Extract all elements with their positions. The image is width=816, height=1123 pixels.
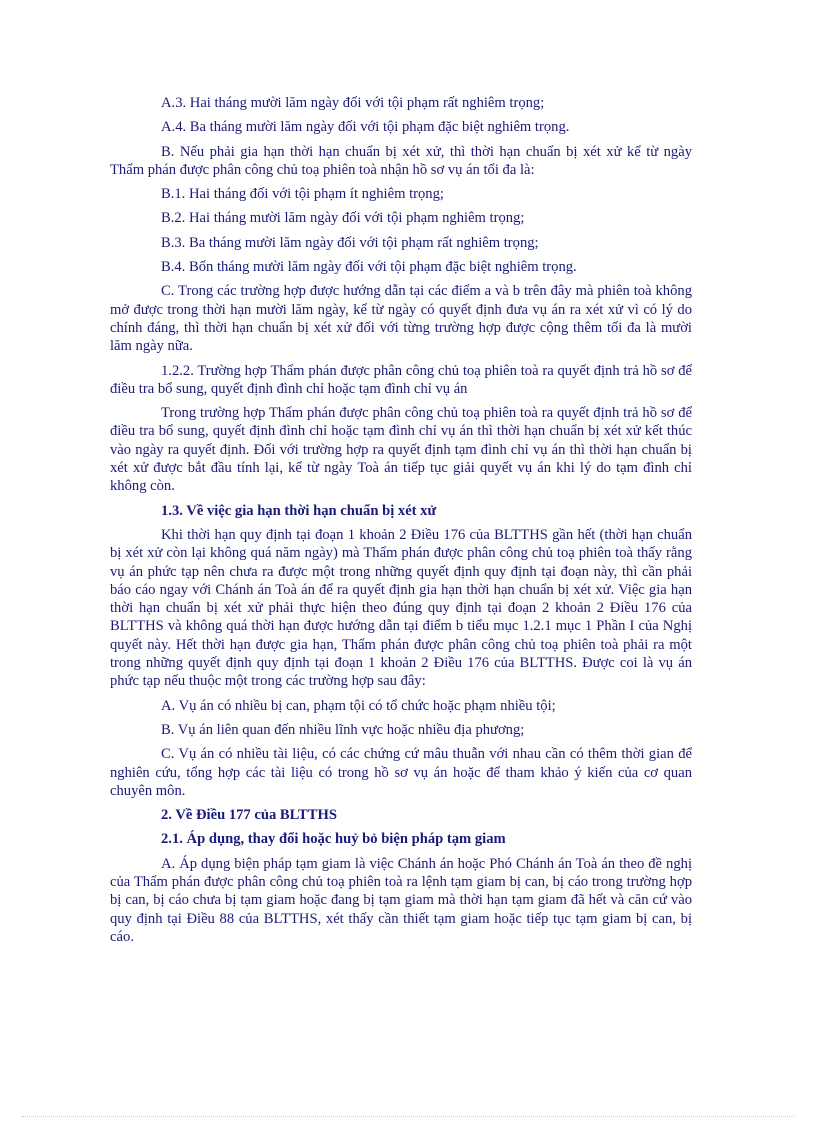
paragraph-a3: A.3. Hai tháng mười lăm ngày đối với tội phạm rất nghiêm trọng; xyxy=(161,95,545,111)
list-item-a: A. Vụ án có nhiều bị can, phạm tội có tổ chức hoặc phạm nhiều tội; xyxy=(161,697,556,714)
paragraph-a4: A.4. Ba tháng mười lăm ngày đối với tội phạm đặc biệt nghiêm trọng. xyxy=(161,119,570,136)
paragraph-c: C. Trong các trường hợp được hướng dẫn tại các điểm a và b trên đây mà phiên toà không mở được trong thời hạn mười lăm ngày, kể từ ngày có quyết định đưa vụ án ra xét xử vì có lý do chính đáng, thì thời hạn chuẩn bị xét xử đối với từng trường hợp được cộng thêm tối đa là mười lăm ngày nữa. xyxy=(110,283,692,355)
page-bottom-border xyxy=(22,1116,794,1117)
paragraph-2-1-a: A. Áp dụng biện pháp tạm giam là việc Chánh án hoặc Phó Chánh án Toà án theo đề nghị của Thẩm phán được phân công chủ toạ phiên toà ra lệnh tạm giam bị can, bị cáo trong trường hợp bị can, bị cáo chưa bị tạm giam hoặc đang bị tạm giam mà thời hạn tạm giam đã hết và căn cứ vào quy định tại Điều 88 của BLTTHS, xét thấy cần thiết tạm giam hoặc tiếp tục tạm giam bị can, bị cáo. xyxy=(110,855,692,945)
paragraph-b: B. Nếu phải gia hạn thời hạn chuẩn bị xét xử, thì thời hạn chuẩn bị xét xử kể từ ngày Thẩm phán được phân công chủ toạ phiên toà nhận hồ sơ vụ án tối đa là: xyxy=(110,143,692,178)
paragraph-1-2-2-body: Trong trường hợp Thẩm phán được phân công chủ toạ phiên toà ra quyết định trả hồ sơ để điều tra bổ sung, quyết định đình chỉ hoặc tạm đình chỉ vụ án thì thời hạn chuẩn bị xét xử kết thúc vào ngày ra quyết định. Đối với trường hợp ra quyết định tạm đình chỉ vụ án thì thời hạn chuẩn bị xét xử được bắt đầu tính lại, kể từ ngày Toà án tiếp tục giải quyết vụ án khi lý do tạm đình chỉ không còn. xyxy=(110,405,692,495)
heading-2: 2. Về Điều 177 của BLTTHS xyxy=(161,807,337,824)
paragraph-b2: B.2. Hai tháng mười lăm ngày đối với tội phạm nghiêm trọng; xyxy=(161,210,525,227)
paragraph-b1: B.1. Hai tháng đối với tội phạm ít nghiêm trọng; xyxy=(161,186,444,203)
list-item-b: B. Vụ án liên quan đến nhiều lĩnh vực hoặc nhiều địa phương; xyxy=(161,721,525,738)
list-item-c: C. Vụ án có nhiều tài liệu, có các chứng cứ mâu thuẫn với nhau cần có thêm thời gian để nghiên cứu, tổng hợp các tài liệu có trong hồ sơ vụ án hoặc để tham khảo ý kiến của cơ quan chuyên môn. xyxy=(110,746,692,799)
paragraph-1-3-body: Khi thời hạn quy định tại đoạn 1 khoản 2 Điều 176 của BLTTHS gần hết (thời hạn chuẩn bị xét xử còn lại không quá năm ngày) mà Thẩm phán được phân công chủ toạ phiên toà thấy rằng vụ án phức tạp nên chưa ra được một trong những quyết định quy định tại đoạn này, thì cần phải báo cáo ngay với Chánh án Toà án để ra quyết định gia hạn thời hạn chuẩn bị xét xử. Việc gia hạn thời hạn chuẩn bị xét xử phải thực hiện theo đúng quy định tại đoạn 2 khoản 2 Điều 176 của BLTTHS và không quá thời hạn được hướng dẫn tại điểm b tiểu mục 1.2.1 mục 1 Phần I của Nghị quyết này. Hết thời hạn được gia hạn, Thẩm phán được phân công chủ toạ phiên toà phải ra một trong những quyết định quy định tại đoạn 1 khoản 2 Điều 176 của BLTTHS. Được coi là vụ án phức tạp nếu thuộc một trong các trường hợp sau đây: xyxy=(110,526,692,690)
document-body xyxy=(110,94,692,946)
subheading-1-2-2: 1.2.2. Trường hợp Thẩm phán được phân công chủ toạ phiên toà ra quyết định trả hồ sơ để điều tra bổ sung, quyết định đình chỉ hoặc tạm đình chỉ vụ án xyxy=(110,362,692,397)
heading-1-3: 1.3. Về việc gia hạn thời hạn chuẩn bị xét xử xyxy=(161,502,437,519)
heading-2-1: 2.1. Áp dụng, thay đổi hoặc huỷ bỏ biện pháp tạm giam xyxy=(161,831,506,848)
paragraph-b4: B.4. Bốn tháng mười lăm ngày đối với tội phạm đặc biệt nghiêm trọng. xyxy=(161,259,577,276)
paragraph-b3: B.3. Ba tháng mười lăm ngày đối với tội phạm rất nghiêm trọng; xyxy=(161,234,539,251)
